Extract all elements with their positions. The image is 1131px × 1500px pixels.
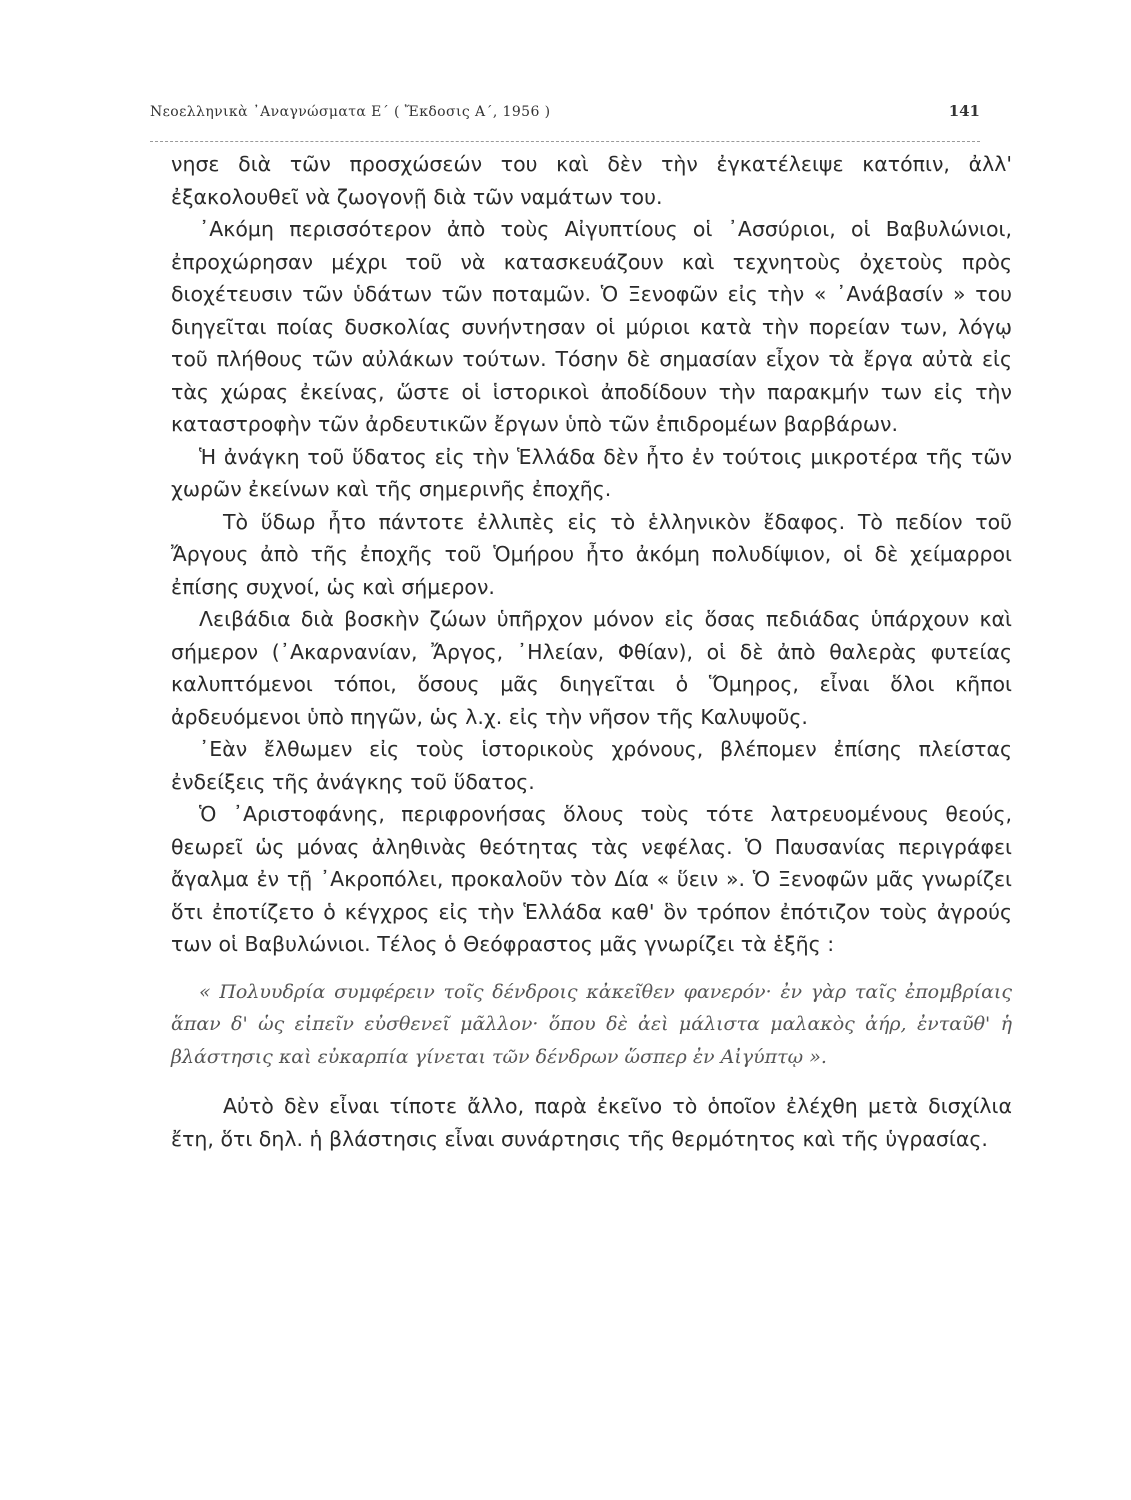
paragraph-5: Λειβάδια διὰ βοσκὴν ζώων ὑπῆρχον μόνον εἰς ὅσας πεδιάδας ὑπάρχουν καὶ σήμερον (᾿Ακαρνανίαν, Ἄργος, ᾿Ηλείαν, Φθίαν), οἱ δὲ ἀπὸ θαλερὰς φυτείας καλυπτόμενοι τόποι, ὅσους μᾶς διηγεῖται ὁ Ὅμηρος, εἶναι ὅλοι κῆποι ἀρδευόμενοι ὑπὸ πηγῶν, ὡς λ.χ. εἰς τὴν νῆσον τῆς Καλυψοῦς.	[171, 607, 1012, 729]
paragraph-7: Ὁ ᾿Αριστοφάνης, περιφρονήσας ὅλους τοὺς τότε λατρευομένους θεούς, θεωρεῖ ὡς μόνας ἀληθινὰς θεότητας τὰς νεφέλας. Ὁ Παυσανίας περιγράφει ἄγαλμα ἐν τῇ ᾿Ακροπόλει, προκαλοῦν τὸν Δία « ὕειν ». Ὁ Ξενοφῶν μᾶς γνωρίζει ὅτι ἐποτίζετο ὁ κέγχρος εἰς τὴν Ἑλλάδα καθ' ὃν τρόπον ἐπότιζον τοὺς ἀγρούς των οἱ Βαβυλώνιοι. Τέλος ὁ Θεόφραστος μᾶς γνωρίζει τὰ ἑξῆς :	[171, 802, 1012, 956]
page-number: 141	[948, 102, 980, 120]
quotation: « Πολυυδρία συμφέρειν τοῖς δένδροις κἀκεῖθεν φανερόν· ἐν γὰρ ταῖς ἐπομβρίαις ἅπαν δ' ὡς εἰπεῖν εὐσθενεῖ μᾶλλον· ὅπου δὲ ἀεὶ μάλιστα μαλακὸς ἀήρ, ἐνταῦθ' ἡ βλάστησις καὶ εὐκαρπία γίνεται τῶν δένδρων ὥσπερ ἐν Αἰγύπτῳ ».	[171, 980, 1012, 1068]
paragraph-4: Τὸ ὕδωρ ἦτο πάντοτε ἐλλιπὲς εἰς τὸ ἑλληνικὸν ἔδαφος. Τὸ πεδίον τοῦ Ἄργους ἀπὸ τῆς ἐποχῆς τοῦ Ὁμήρου ἦτο ἀκόμη πολυδίψιον, οἱ δὲ χείμαρροι ἐπίσης συχνοί, ὡς καὶ σήμερον.	[171, 509, 1012, 599]
page-body	[171, 148, 1012, 1155]
header-title: Νεοελληνικὰ ᾿Αναγνώσματα Ε΄ ( Ἔκδοσις Α΄, 1956 )	[150, 104, 551, 120]
closing-paragraph: Αὐτὸ δὲν εἶναι τίποτε ἄλλο, παρὰ ἐκεῖνο τὸ ὁποῖον ἐλέχθη μετὰ δισχίλια ἔτη, ὅτι δηλ. ἡ βλάστησις εἶναι συνάρτησις τῆς θερμότητος καὶ τῆς ὑγρασίας.	[171, 1094, 1012, 1151]
paragraph-6: ᾿Εὰν ἔλθωμεν εἰς τοὺς ἱστορικοὺς χρόνους, βλέπομεν ἐπίσης πλείστας ἐνδείξεις τῆς ἀνάγκης τοῦ ὕδατος.	[171, 737, 1012, 794]
header-rule	[150, 141, 980, 142]
running-header	[150, 100, 980, 130]
paragraph-2: ᾿Ακόμη περισσότερον ἀπὸ τοὺς Αἰγυπτίους οἱ ᾿Ασσύριοι, οἱ Βαβυλώνιοι, ἐπροχώρησαν μέχρι τοῦ νὰ κατασκευάζουν καὶ τεχνητοὺς ὀχετοὺς πρὸς διοχέτευσιν τῶν ὑδάτων τῶν ποταμῶν. Ὁ Ξενοφῶν εἰς τὴν « ᾿Ανάβασίν » του διηγεῖται ποίας δυσκολίας συνήντησαν οἱ μύριοι κατὰ τὴν πορείαν των, λόγῳ τοῦ πλήθους τῶν αὐλάκων τούτων. Τόσην δὲ σημασίαν εἶχον τὰ ἔργα αὐτὰ εἰς τὰς χώρας ἐκείνας, ὥστε οἱ ἱστορικοὶ ἀποδίδουν τὴν παρακμήν των εἰς τὴν καταστροφὴν τῶν ἀρδευτικῶν ἔργων ὑπὸ τῶν ἐπιδρομέων βαρβάρων.	[171, 217, 1012, 436]
paragraph-1: νησε διὰ τῶν προσχώσεών του καὶ δὲν τὴν ἐγκατέλειψε κατόπιν, ἀλλ' ἐξακολουθεῖ νὰ ζωογονῇ διὰ τῶν ναμάτων του.	[171, 152, 1012, 209]
paragraph-3: Ἡ ἀνάγκη τοῦ ὕδατος εἰς τὴν Ἑλλάδα δὲν ἦτο ἐν τούτοις μικροτέρα τῆς τῶν χωρῶν ἐκείνων καὶ τῆς σημερινῆς ἐποχῆς.	[171, 444, 1012, 501]
